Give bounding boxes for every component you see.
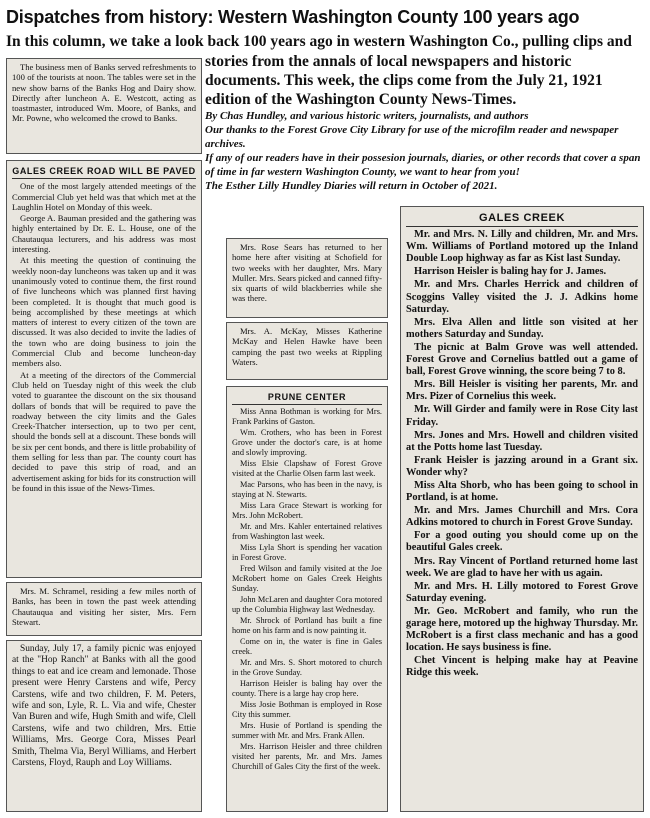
clip-paragraph: Miss Lyla Short is spending her vacation in Forest Grove. — [232, 543, 382, 562]
clip-text: Sunday, July 17, a family picnic was enjoyed at the "Hop Ranch" at Banks with all the good things to eat and ice cream and lemonade. Those present were Henry Carstens and wife, Percy Carstens, wife and two children, F. M. Peters, wife and son, Lyle, R. L. Via and wife, Chester Van Buren and wife, Hugh Smith and wife, Clell Carstens, wife and two children, Mrs. Ettie Williams, Mrs. George Cora, Misses Pearl Smith, Thelma Via, Beryl Williams, and Herbert Carstens, Floyd, Rauph and Loy Williams. — [12, 644, 196, 769]
clip-paragraph: Mrs. Ray Vincent of Portland returned home last week. We are glad to have her with us again. — [406, 555, 638, 579]
clip-rose-sears — [226, 238, 388, 318]
clip-paragraph: Mr. and Mrs. James Churchill and Mrs. Cora Adkins motored to church in Forest Grove Sunday. — [406, 505, 638, 529]
intro-column — [205, 52, 645, 193]
clip-paragraph: Mr. and Mrs. H. Lilly motored to Forest Grove Saturday evening. — [406, 580, 638, 604]
clip-paragraph: Miss Josie Bothman is employed in Rose City this summer. — [232, 700, 382, 719]
clip-paragraph: Fred Wilson and family visited at the Joe McRobert home on Gales Creek Heights Sunday. — [232, 564, 382, 593]
byline: By Chas Hundley, and various historic writers, journalists, and authors — [205, 110, 529, 122]
clip-prune-center — [226, 386, 388, 812]
divider — [12, 178, 196, 179]
clip-paragraph: George A. Bauman presided and the gathering was highly entertained by Dr. E. L. House, one of the Chautauqua lecturers, and his address was most interesting. — [12, 213, 196, 255]
clip-paragraph: Mrs. Elva Allen and little son visited at her mothers Saturday and Sunday. — [406, 316, 638, 340]
clip-paragraph: Miss Lara Grace Stewart is working for Mrs. John McRobert. — [232, 501, 382, 520]
clip-paragraph: One of the most largely attended meetings of the Commercial Club yet held was that which met at the Laughlin Hotel on Monday of this week. — [12, 181, 196, 212]
clip-paragraph: Mrs. Husie of Portland is spending the summer with Mr. and Mrs. Frank Allen. — [232, 721, 382, 740]
clip-paragraph: Mac Parsons, who has been in the navy, is staying at N. Stewarts. — [232, 480, 382, 499]
intro-continued: stories from the annals of local newspapers and historic documents. This week, the clips come from the July 21, 1921 edition of the Washington County News-Times. — [205, 53, 603, 108]
diaries-note: The Esther Lilly Hundley Diaries will return in October of 2021. — [205, 180, 498, 192]
page-headline: Dispatches from history: Western Washington County 100 years ago — [6, 7, 580, 27]
clip-paragraph: Mrs. Bill Heisler is visiting her parents, Mr. and Mrs. Pizer of Cornelius this week. — [406, 379, 638, 403]
clip-paragraph: Chet Vincent is helping make hay at Peavine Ridge this week. — [406, 655, 638, 679]
clip-text: Mrs. Rose Sears has returned to her home here after visiting at Schofield for two weeks with her daughter, Mrs. Mary Muller. Mrs. Sears picked and canned fifty-six quarts of wild blackberries while she was there. — [232, 242, 382, 304]
clip-hop-ranch — [6, 640, 202, 812]
clip-paragraph: Mr. and Mrs. N. Lilly and children, Mr. and Mrs. Wm. Williams of Portland motored up the Inland Double Loop highway as far as Kist last Sunday. — [406, 229, 638, 265]
clip-paragraph: Come on in, the water is fine in Gales creek. — [232, 637, 382, 656]
clip-paragraph: John McLaren and daughter Cora motored up the Columbia Highway last Wednesday. — [232, 595, 382, 614]
clip-paragraph: The picnic at Balm Grove was well attended. Forest Grove and Cornelius battled out a game of ball, Forest Grove winning, the score being 7 to 8. — [406, 341, 638, 378]
clip-text: Mrs. A. McKay, Misses Katherine McKay and Helen Hawke have been camping the past two weeks at Rippling Waters. — [232, 326, 382, 367]
clip-mckay — [226, 322, 388, 380]
clip-paragraph: Mr. and Mrs. S. Short motored to church in the Grove Sunday. — [232, 658, 382, 677]
clip-paragraph: Mr. Geo. McRobert and family, who run the garage here, motored up the highway Thursday. Mr. McRobert is a first class mechanic and has a good location. He says business is fine. — [406, 605, 638, 654]
clip-paragraph: Mr. Shrock of Portland has built a fine home on his farm and is now painting it. — [232, 616, 382, 635]
clip-heading: GALES CREEK ROAD WILL BE PAVED — [12, 166, 196, 176]
clip-paragraph: Frank Heisler is jazzing around in a Grant six. Wonder why? — [406, 454, 638, 478]
clip-paragraph: For a good outing you should come up on the beautiful Gales creek. — [406, 530, 638, 554]
library-thanks: Our thanks to the Forest Grove City Library for use of the microfilm reader and newspaper archives. — [205, 124, 619, 150]
clip-text: Mrs. M. Schramel, residing a few miles north of Banks, has been in town the past week attending Chautauqua and visiting her sister, Mrs. Fern Stewart. — [12, 586, 196, 627]
clip-paragraph: Mr. Will Girder and family were in Rose City last Friday. — [406, 404, 638, 428]
divider — [406, 226, 638, 227]
divider — [232, 404, 382, 405]
clip-paragraph: Mrs. Jones and Mrs. Howell and children visited at the Potts home last Tuesday. — [406, 429, 638, 453]
clip-banks-luncheon — [6, 58, 202, 154]
clip-schramel — [6, 582, 202, 636]
intro-first-line: In this column, we take a look back 100 years ago in western Washington Co., pulling clips and — [6, 33, 632, 50]
clip-heading: GALES CREEK — [478, 212, 566, 224]
reader-request: If any of our readers have in their possesion journals, diaries, or other records that cover a span of time in far western Washington County, we want to hear from you! — [205, 152, 641, 178]
clip-gales-creek — [400, 206, 644, 812]
clip-text: The business men of Banks served refreshments to 100 of the tourists at noon. The tables were set in the new show barns of the Banks Hog and Dairy show. Directly after luncheon A. E. Westcott, acting as toastmaster, introduced Wm. Moore, of Banks, and Mr. Powne, who welcomed the crowd to Banks. — [12, 62, 196, 124]
clip-paragraph: Wm. Crothers, who has been in Forest Grove under the doctor's care, is at home and slowly improving. — [232, 428, 382, 457]
clip-paragraph: At a meeting of the directors of the Commercial Club held on Tuesday night of this week the club voted to guarantee the discount on the six thousand dollars of bonds that will be required to pave the roadway between the city limits and the Gales Creek-Thatcher intersection, up to two per cent, should the bonds sell at a discount. These bonds will be six per cent bonds, and there is little probability of them selling for less than par. The county court has decided to pave this strip of road, and an advertisement asking for bids for its construction will be found in this issue of the News-Times. — [12, 369, 197, 493]
clip-paragraph: Miss Anna Bothman is working for Mrs. Frank Parkins of Gaston. — [232, 407, 382, 426]
clip-gales-creek-road — [6, 160, 202, 578]
clip-paragraph: Miss Alta Shorb, who has been going to school in Portland, is at home. — [406, 479, 638, 504]
clip-paragraph: Harrison Heisler is baling hay for J. James. — [414, 266, 607, 278]
clip-paragraph: Mrs. Harrison Heisler and three children visited her parents, Mr. and Mrs. James Churchill of Gales City the first of the week. — [232, 742, 382, 771]
clip-paragraph: Miss Elsie Clapshaw of Forest Grove visited at the Charlie Olsen farm last week. — [232, 459, 382, 478]
clip-paragraph: Mr. and Mrs. Charles Herrick and children of Scoggins Valley visited the J. J. Adkins home Saturday. — [406, 279, 638, 315]
clip-paragraph: Harrison Heisler is baling hay over the county. There is a large hay crop here. — [232, 679, 382, 698]
clip-heading: PRUNE CENTER — [267, 392, 347, 402]
clip-paragraph: At this meeting the question of continuing the weekly noon-day luncheons was taken up and it was unanimously voted to continue them, the first round of five luncheons which was planned first having been completed. It is thought that much good is being accomplished by these meetings at which matters of interest to every citizen of the town are discussed. It was also decided to invite the ladies of the town who are doing business to join the Commercial Club and become luncheon-day members also. — [12, 255, 196, 369]
clip-paragraph: Mr. and Mrs. Kahler entertained relatives from Washington last week. — [232, 522, 382, 541]
